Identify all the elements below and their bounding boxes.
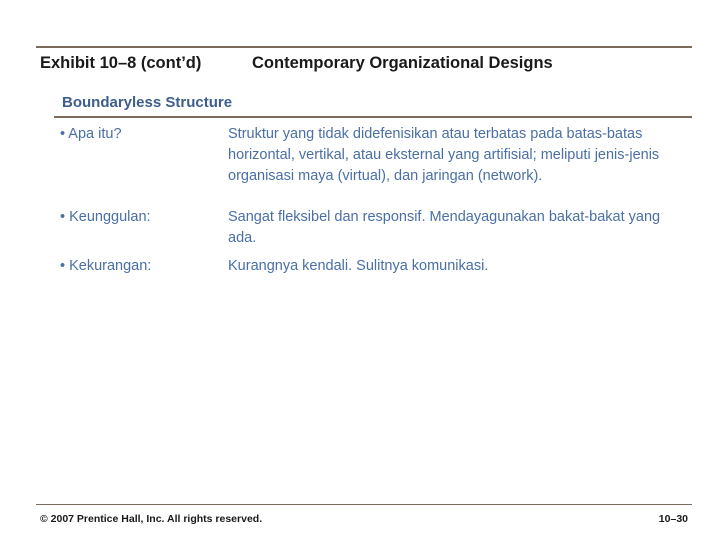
row-description: Struktur yang tidak didefenisikan atau terbatas pada batas-batas horizontal, vertikal, atau eksternal yang artifisial; meliputi jenis-jenis organisasi maya (virtual), dan jaringan (network).	[228, 126, 660, 184]
row-label: • Keunggulan:	[60, 209, 151, 225]
exhibit-label: Exhibit 10–8 (cont’d)	[40, 54, 202, 72]
row-description: Sangat fleksibel dan responsif. Mendayagunakan bakat-bakat yang ada.	[228, 209, 661, 246]
row-label: • Kekurangan:	[60, 258, 152, 274]
footer-divider	[36, 504, 692, 505]
slide-header	[40, 54, 700, 78]
row-description: Kurangnya kendali. Sulitnya komunikasi.	[228, 258, 489, 274]
section-title: Boundaryless Structure	[62, 94, 233, 111]
footer-page-number: 10–30	[658, 513, 688, 525]
top-divider	[36, 46, 692, 48]
footer-copyright: © 2007 Prentice Hall, Inc. All rights reserved.	[40, 513, 263, 525]
slide-title: Contemporary Organizational Designs	[252, 54, 553, 72]
row-label: • Apa itu?	[60, 126, 122, 142]
section-divider	[54, 116, 692, 118]
